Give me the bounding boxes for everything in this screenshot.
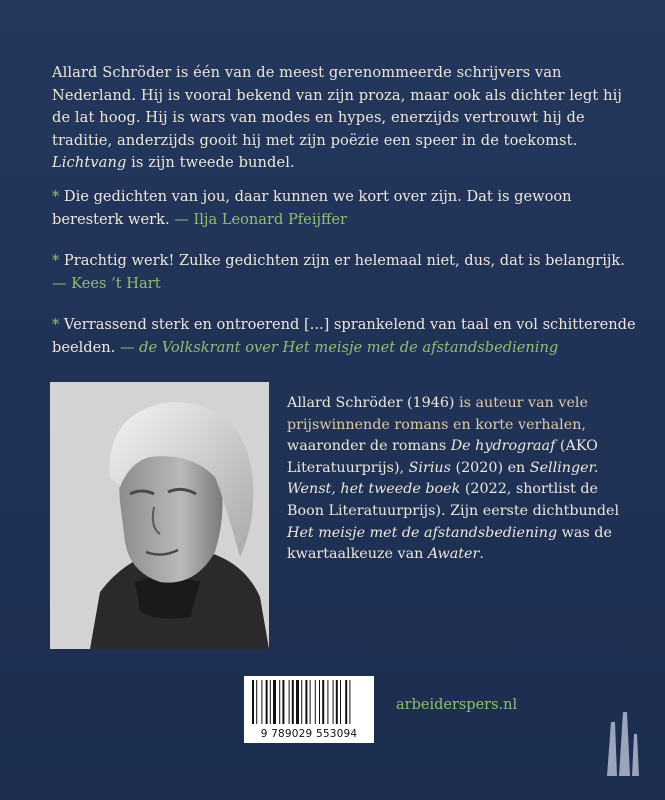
- isbn-number: 9 789029 553094: [260, 728, 358, 740]
- quote-attribution: — Ilja Leonard Pfeijffer: [174, 210, 347, 228]
- review-quote: * Verrassend sterk en ontroerend [...] sprankelend van taal en vol schitterende beelden. — de Volkskrant over Het meisje met de afstandsbediening: [52, 316, 636, 356]
- quote-star: *: [52, 252, 60, 269]
- book-title: Lichtvang: [52, 154, 127, 171]
- author-photo: [50, 382, 269, 649]
- author-portrait-image: [50, 382, 269, 649]
- isbn-barcode: [244, 676, 374, 743]
- publisher-logo-icon: [597, 712, 643, 776]
- book-description: Allard Schröder is één van de meest gerenommeerde schrijvers van Nederland. Hij is vooral bekend van zijn proza, maar ook als dichter legt hij de lat hoog. Hij is wars van modes en hypes, enerzijds vertrouwt hij de traditie, anderzijds gooit hij met zijn poëzie een speer in de toekomst. Lichtvang is zijn tweede bundel.: [52, 64, 622, 171]
- quote-attribution: — Kees ’t Hart: [52, 274, 161, 292]
- quote-attribution: — de Volkskrant over Het meisje met de afstandsbediening: [119, 338, 559, 356]
- barcode-bars: [244, 676, 374, 728]
- author-bio: Allard Schröder (1946) is auteur van vele prijswinnende romans en korte verhalen, waaronder de romans De hydrograaf (AKO Literatuurprijs), Sirius (2020) en Sellinger. Wenst, het tweede boek (2022, shortlist de Boon Literatuurprijs). Zijn eerste dichtbundel Het meisje met de afstandsbediening was de kwartaalkeuze van Awater.: [287, 395, 620, 563]
- publisher-website: arbeiderspers.nl: [396, 697, 518, 713]
- quote-star: *: [52, 188, 60, 205]
- review-quote: * Prachtig werk! Zulke gedichten zijn er helemaal niet, dus, dat is belangrijk. — Kees ’t Hart: [52, 252, 625, 292]
- review-quote: * Die gedichten van jou, daar kunnen we kort over zijn. Dat is gewoon beresterk werk. — Ilja Leonard Pfeijffer: [52, 188, 572, 228]
- quote-star: *: [52, 316, 60, 333]
